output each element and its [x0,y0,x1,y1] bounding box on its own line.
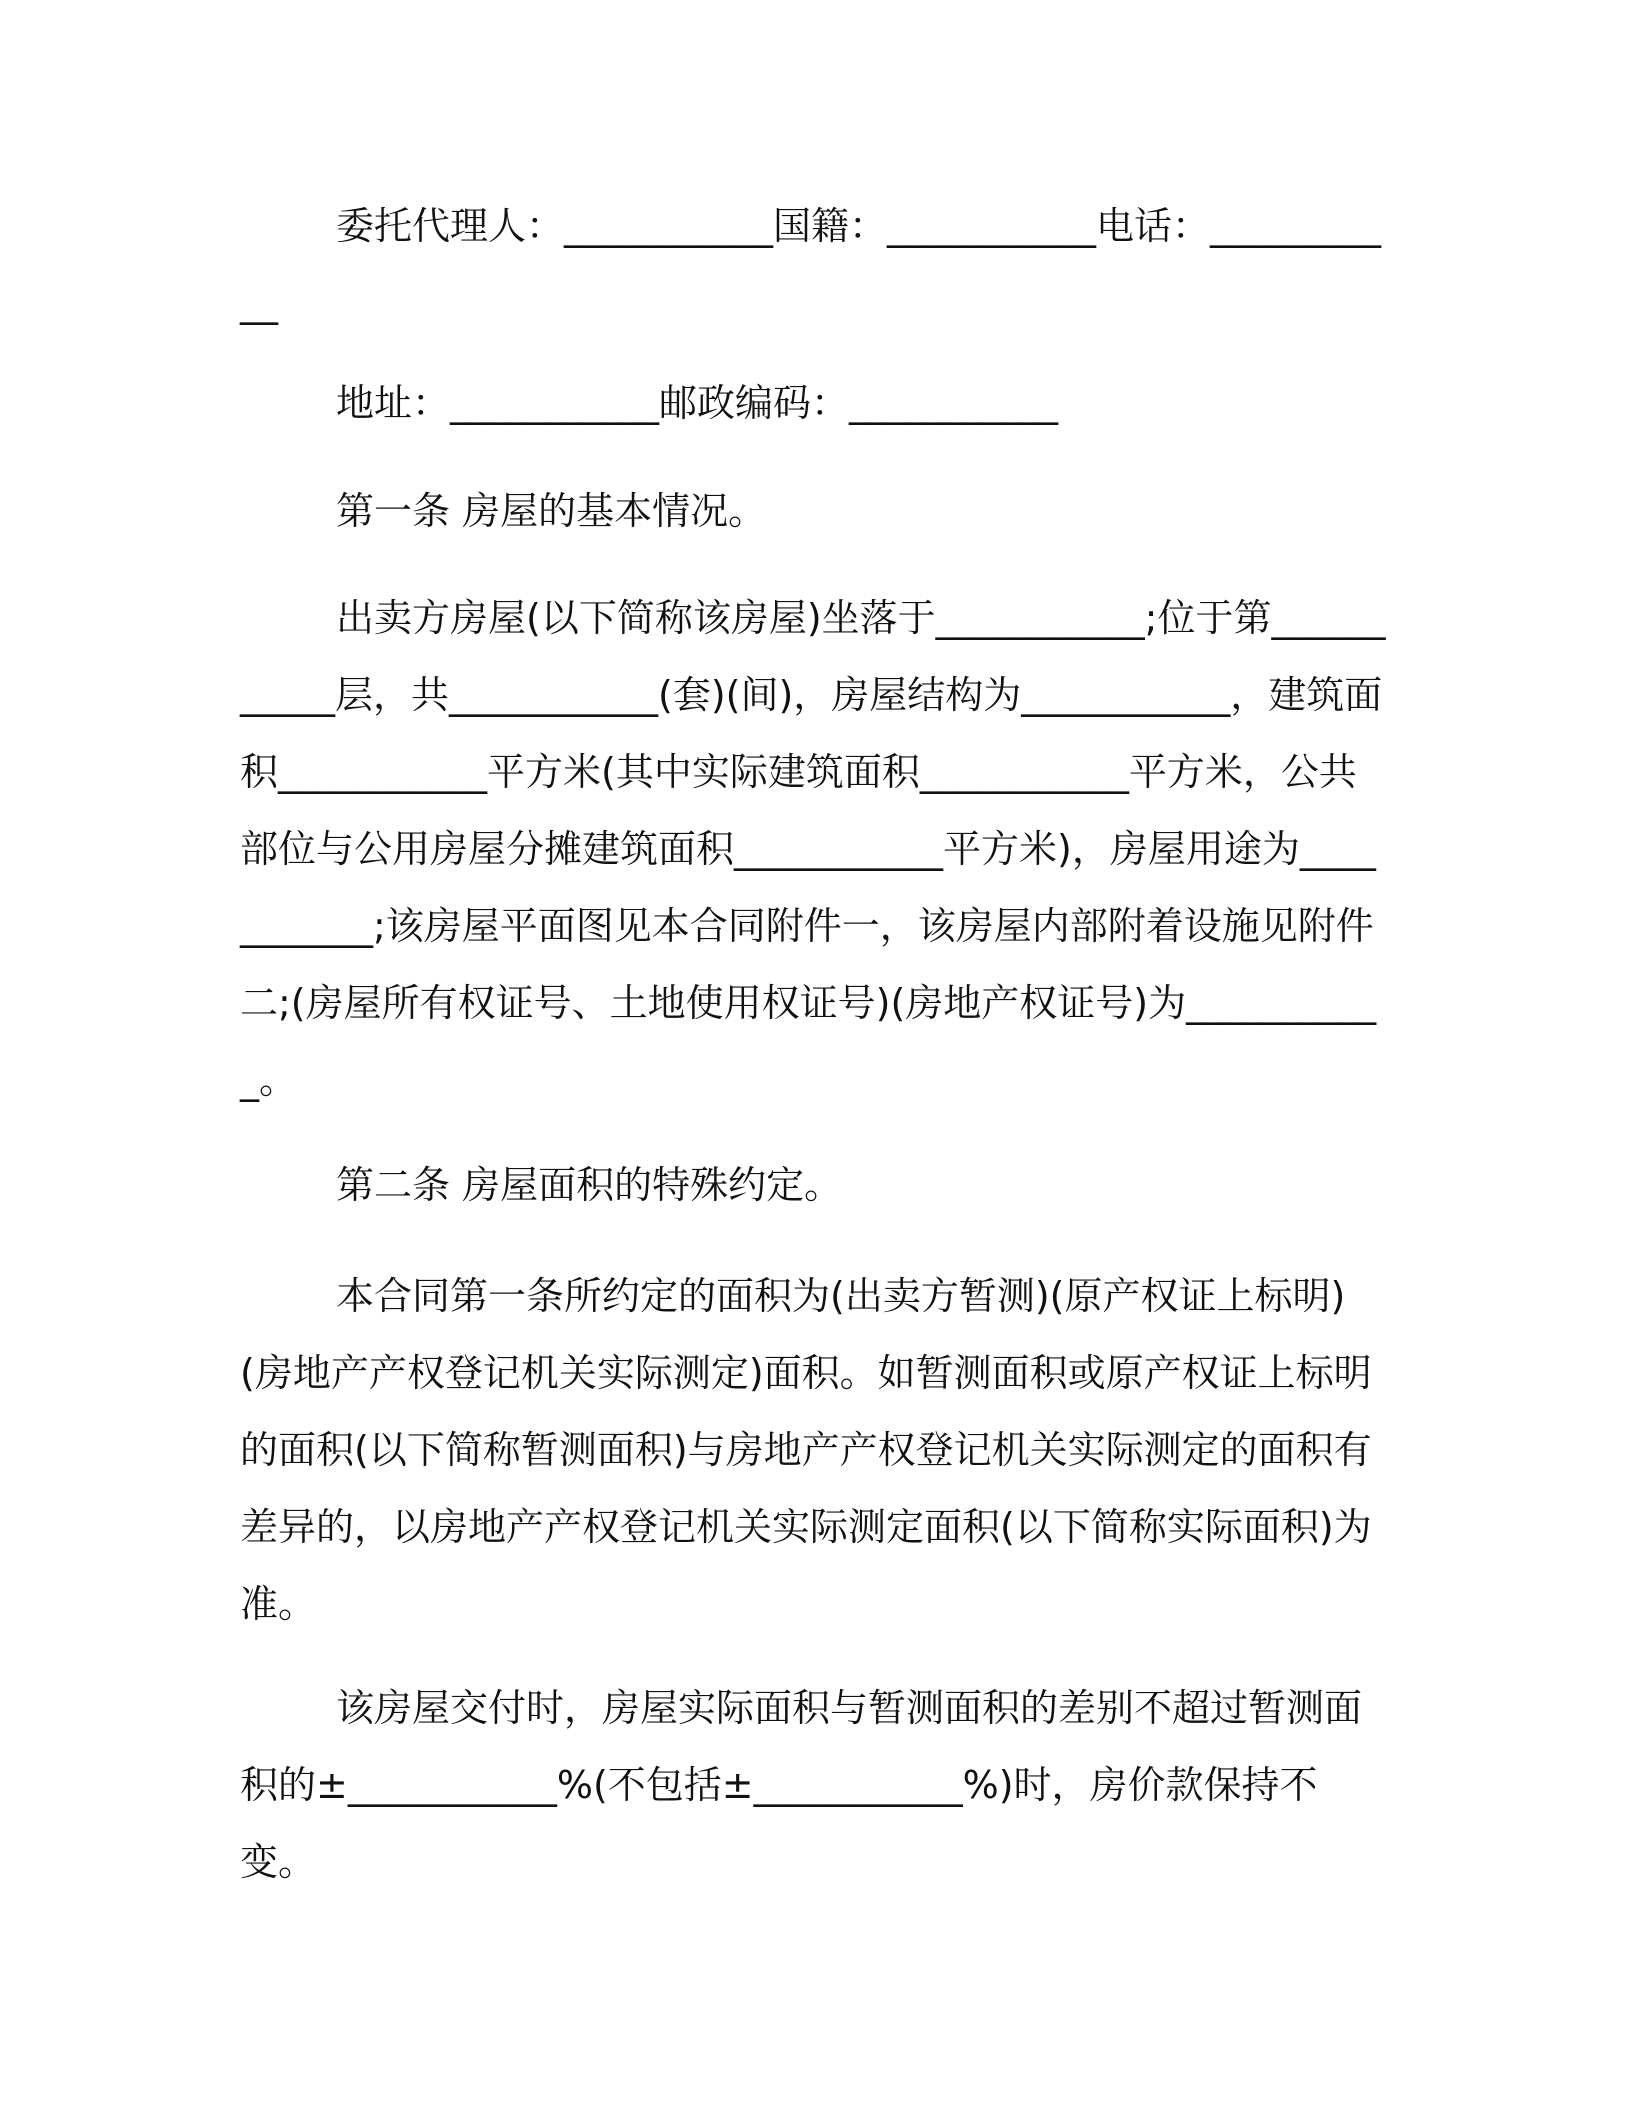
article-1-body: 出卖方房屋(以下简称该房屋)坐落于___________;位于第___________层，共___________(套)(间)，房屋结构为___________，建筑面积___________平方米(其中实际建筑面积___________平方米，公共部位与公用房屋分摊建筑面积___________平方米)，房屋用途为___________;该房屋平面图见本合同附件一，该房屋内部附着设施见附件二;(房屋所有权证号、土地使用权证号)(房地产权证号)为___________。 [240,596,1386,1102]
agent-info-line: 委托代理人：___________国籍：___________电话：___________ [240,204,1382,325]
document-body [240,188,1390,1901]
article-1-heading: 第一条 房屋的基本情况。 [336,489,767,533]
article-2-heading: 第二条 房屋面积的特殊约定。 [336,1163,843,1207]
article-2-body: 本合同第一条所约定的面积为(出卖方暂测)(原产权证上标明)(房地产产权登记机关实际测定)面积。如暂测面积或原产权证上标明的面积(以下简称暂测面积)与房地产产权登记机关实际测定的面积有差异的，以房地产产权登记机关实际测定面积(以下简称实际面积)为准。 [240,1274,1372,1626]
area-tolerance-paragraph: 该房屋交付时，房屋实际面积与暂测面积的差别不超过暂测面积的±___________%(不包括±___________%)时，房价款保持不变。 [240,1686,1363,1884]
address-postcode-line: 地址：___________邮政编码：___________ [336,381,1059,425]
